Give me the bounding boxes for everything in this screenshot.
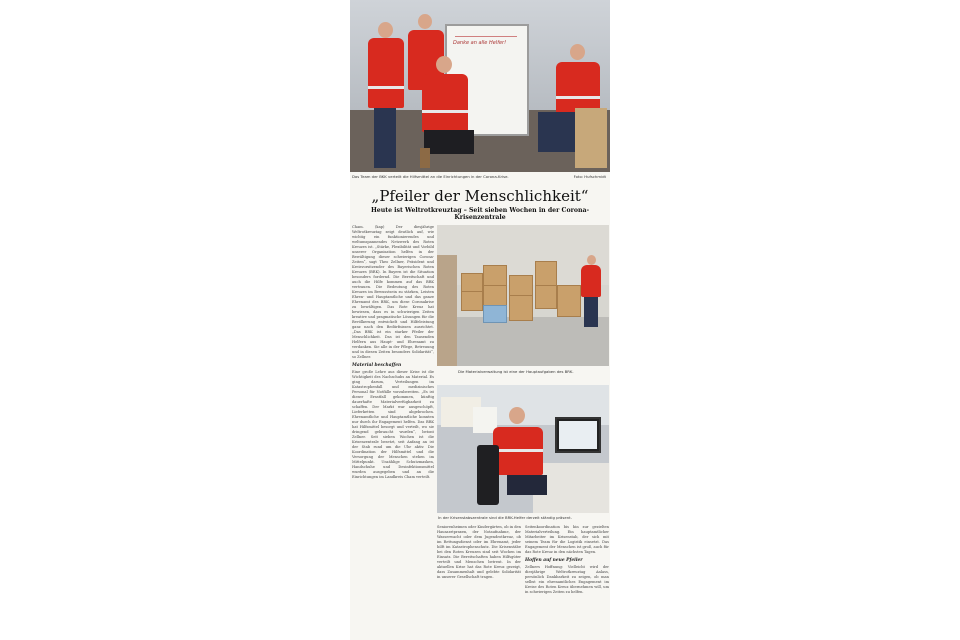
warehouse-photo-caption: Die Materialverwaltung ist eine der Hauptaufgaben des BRK.	[458, 369, 574, 374]
whiteboard-text: Danke an alle Helfer!	[453, 40, 507, 46]
warehouse-photo	[437, 225, 609, 366]
column-1-subhead: Material beschaffen	[352, 363, 402, 368]
article-column-1	[352, 225, 434, 637]
column-3-subhead: Hoffen auf neue Pfeiler	[525, 558, 583, 563]
office-photo	[437, 385, 609, 513]
team-photo-credit: Foto: Hufschmidt	[573, 174, 606, 179]
article-column-2	[437, 525, 521, 637]
article-headline: „Pfeiler der Menschlichkeit“	[371, 187, 589, 205]
column-1-text-2: Eine große Lehre aus dieser Krise ist die Wichtigkeit des Nachschubs an Material. Es ging darum, Verteilungen im Katastrophenfall und medizinisches Personal für Notfälle vorzubereiten. „Es ist dieser Ernstfall gekommen, künftig dauerhafte Materialverfügbarkeit zu schaffen. Der Markt war ausgeschöpft, Lieferketten sind abgebrochen. Ehrenamtliche und Hauptamtliche konnten nur durch ihr Engagement helfen. Das BRK hat Hilfsmittel besorgt und verteilt, wo sie dringend gebraucht wurden“, betont Zellner. Seit sieben Wochen ist die Krisenzentrale besetzt, seit Anfang an ist der Stab rund um die Uhr aktiv. Die Koordination der Hilfsmittel und die Versorgung der Menschen stehen im Mittelpunkt. Unzählige Schutzmasken, Handschuhe und Desinfektionsmittel wurden ausgegeben und an die Einrichtungen im Landkreis Cham verteilt.	[352, 370, 434, 479]
column-1-text: Cham. (kap) Der diesjährige Weltrotkreuztag zeigt deutlich auf, wie wichtig ein funktionierendes und weltumspannendes Netzwerk des Roten Kreuzes ist. „Stärke, Flexibilität und Vorbild unserer Organisation helfen in der Bewältigung dieser schwierigen Corona-Zeiten“, sagt Theo Zellner, Präsident und Kreisvorsitzender des Bayerischen Roten Kreuzes (BRK). In Bayern ist die Situation besonders fordernd. Die Bereitschaft und auch die Hilfe kommen auf das BRK vertrauen. Die Bedeutung des Roten Kreuzes im Bewusstsein zu stärken, Leisten Ehren- und Hauptamtliche und das ganze Ehrenamt des BRK, um diese Coronakrise zu bewältigen. Das Rote Kreuz hat bewiesen, dass es in schwierigen Zeiten kreative und pragmatische Lösungen für die Bevölkerung entwickelt und Hilfeleistung ganz nach den Bedürfnissen ausrichtet. „Das BRK ist ein starker Pfeiler der Menschlichkeit. Das ist den Tausenden Helfern aus Haupt- und Ehrenamt zu verdanken. Sie alle in der Pflege, Betreuung und in diesen Zeiten besonders Solidarität“, so Zellner.	[352, 225, 434, 359]
column-3-text-2: Zellners Hoffnung: Vielleicht wird der diesjährige Weltrotkreuztag Anlass, persönlich Dankbarkeit zu zeigen, ob man selbst ein ehrenamtliches Engagement im Kreise des Roten Kreuz übernehmen will, um in schwierigen Zeiten zu helfen.	[525, 565, 609, 594]
column-2-text: Seniorenheimen oder Kindergärten, ob in den Hausarztpraxen, der Notaufnahme, der Wasserwacht oder dem Jugendrotkreuz, ob im Rettungsdienst oder im Ehrenamt, jeder hilft im Katastrophenschutz. Die Krisenstäbe bei den Roten Kreuzen sind seit Wochen im Einsatz. Die Bereitschaften haben Hilfsgüter verteilt und Menschen betreut. In der aktuellen Krise hat das Rote Kreuz gezeigt, dass Zusammenhalt und gelebte Solidarität in unserer Gesellschaft tragen.	[437, 525, 521, 579]
newspaper-page	[350, 0, 610, 640]
article-subheadline: Heute ist Weltrotkreuztag – Seit sieben Wochen in der Corona-Krisenzentrale	[370, 207, 590, 221]
team-photo-caption: Das Team der BKK verteilt die Hilfsmittel an die Einrichtungen in der Corona-Krise.	[352, 174, 509, 179]
column-3-text: Seitenkoordination bis hin zur gezielten Materialverteilung. Ein hauptamtlicher Mitarbeiter im Krisenstab, der sich mit seinem Team für die Logistik einsetzt. Das Engagement der Menschen ist groß, auch für das Rote Kreuz in den nächsten Tagen.	[525, 525, 609, 554]
office-photo-caption: In der Krisenstabszentrale sind die BRK-Helfer derzeit ständig präsent.	[438, 515, 572, 520]
article-column-3	[525, 525, 609, 637]
team-photo	[350, 0, 610, 172]
